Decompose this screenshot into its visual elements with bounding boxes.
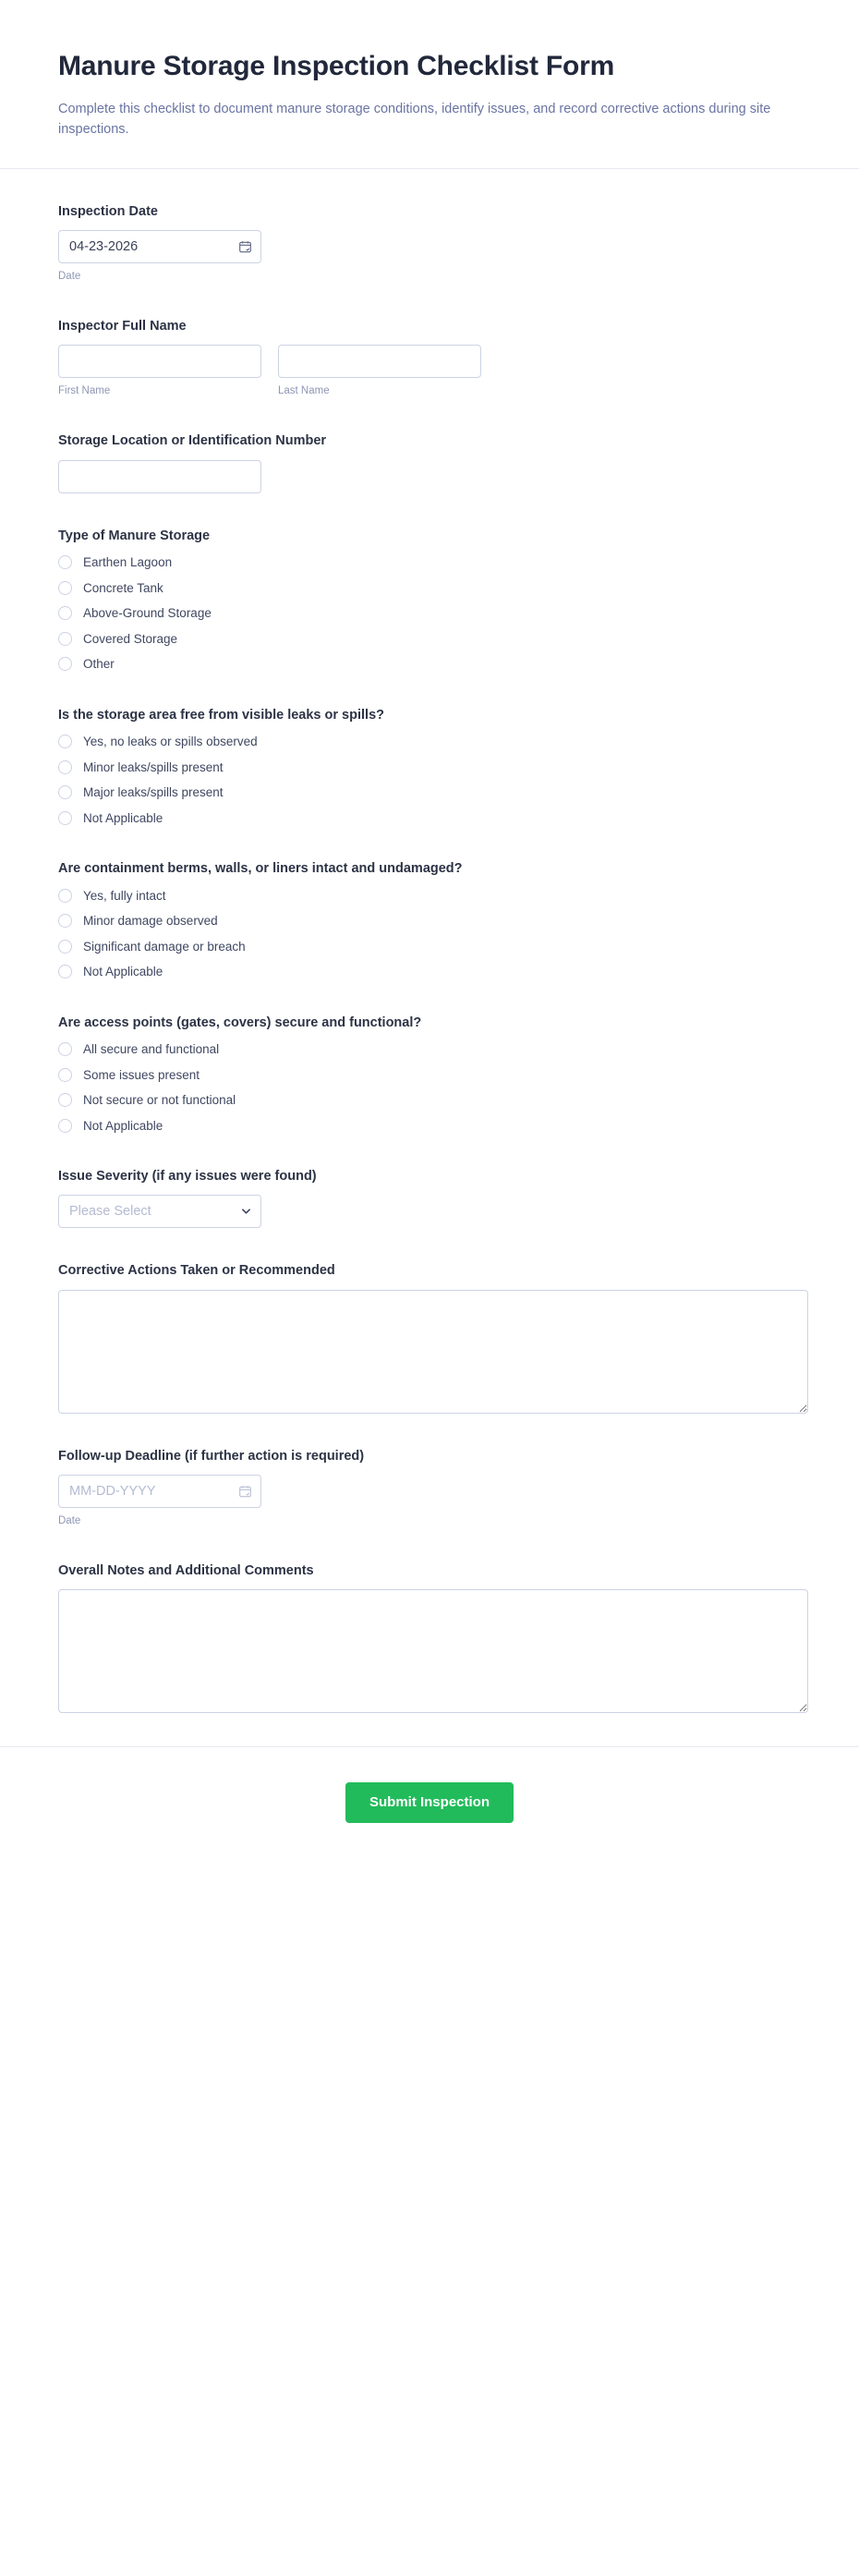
- radio-circle-icon[interactable]: [58, 735, 72, 748]
- page-title: Manure Storage Inspection Checklist Form: [58, 51, 615, 81]
- radio-option-label: Covered Storage: [83, 631, 178, 646]
- field-storage-type: [58, 527, 801, 673]
- form-body: [0, 169, 859, 1713]
- radio-option[interactable]: [58, 631, 801, 648]
- field-inspection-date: [58, 202, 801, 284]
- field-access-points: [58, 1014, 801, 1134]
- radio-circle-icon[interactable]: [58, 1093, 72, 1107]
- storage-type-radio-group: [58, 554, 801, 673]
- radio-circle-icon[interactable]: [58, 606, 72, 620]
- radio-option-label: Not Applicable: [83, 810, 163, 825]
- radio-circle-icon[interactable]: [58, 940, 72, 954]
- radio-option-label: Above-Ground Storage: [83, 606, 212, 621]
- submit-inspection-button[interactable]: Submit Inspection: [345, 1782, 514, 1823]
- radio-option-label: Major leaks/spills present: [83, 785, 224, 800]
- storage-location-input[interactable]: [58, 460, 261, 493]
- last-name-sublabel: Last Name: [278, 385, 330, 397]
- radio-option[interactable]: [58, 913, 801, 930]
- radio-option[interactable]: [58, 1041, 801, 1058]
- radio-option[interactable]: [58, 605, 801, 622]
- containment-label: Are containment berms, walls, or liners intact and undamaged?: [58, 861, 463, 877]
- radio-option[interactable]: [58, 1067, 801, 1084]
- inspector-name-row: [58, 345, 801, 398]
- field-leaks-spills: [58, 706, 801, 826]
- corrective-actions-label: Corrective Actions Taken or Recommended: [58, 1263, 335, 1279]
- form-header: [0, 0, 859, 168]
- radio-option[interactable]: [58, 939, 801, 955]
- form-subtitle: Complete this checklist to document manure storage conditions, identify issues, and record corrective actions during site inspections.: [58, 102, 771, 138]
- radio-option-label: Not Applicable: [83, 1118, 163, 1133]
- field-issue-severity: [58, 1167, 801, 1228]
- leaks-spills-label: Is the storage area free from visible leaks or spills?: [58, 707, 384, 723]
- radio-option-label: Not secure or not functional: [83, 1093, 236, 1108]
- inspection-date-label: Inspection Date: [58, 203, 158, 219]
- storage-type-label: Type of Manure Storage: [58, 528, 211, 543]
- radio-circle-icon[interactable]: [58, 914, 72, 928]
- issue-severity-label: Issue Severity (if any issues were found): [58, 1169, 317, 1185]
- leaks-spills-radio-group: [58, 734, 801, 826]
- radio-circle-icon[interactable]: [58, 965, 72, 978]
- first-name-input[interactable]: [58, 345, 261, 378]
- corrective-actions-textarea[interactable]: [58, 1290, 808, 1414]
- radio-circle-icon[interactable]: [58, 811, 72, 825]
- radio-option-label: All secure and functional: [83, 1042, 220, 1056]
- followup-deadline-sublabel: Date: [58, 1515, 81, 1527]
- radio-option[interactable]: [58, 759, 801, 776]
- followup-deadline-input[interactable]: [58, 1475, 261, 1508]
- field-storage-location: [58, 431, 801, 492]
- radio-circle-icon[interactable]: [58, 632, 72, 646]
- field-containment: [58, 859, 801, 979]
- radio-option[interactable]: [58, 1092, 801, 1109]
- radio-option-label: Earthen Lagoon: [83, 555, 173, 569]
- radio-circle-icon[interactable]: [58, 657, 72, 671]
- field-corrective-actions: [58, 1261, 801, 1413]
- radio-option-label: Some issues present: [83, 1067, 200, 1082]
- radio-option-label: Yes, no leaks or spills observed: [83, 735, 258, 749]
- radio-option-label: Other: [83, 657, 115, 672]
- inspection-date-wrap: [58, 230, 261, 263]
- radio-circle-icon[interactable]: [58, 760, 72, 774]
- radio-option-label: Concrete Tank: [83, 580, 163, 595]
- radio-option[interactable]: [58, 554, 801, 571]
- field-inspector-name: [58, 317, 801, 398]
- radio-circle-icon[interactable]: [58, 581, 72, 595]
- radio-option-label: Minor leaks/spills present: [83, 759, 224, 774]
- last-name-col: [278, 345, 481, 398]
- issue-severity-select[interactable]: Please Select: [58, 1195, 261, 1228]
- radio-circle-icon[interactable]: [58, 1068, 72, 1082]
- radio-circle-icon[interactable]: [58, 889, 72, 903]
- inspector-name-label: Inspector Full Name: [58, 319, 187, 334]
- issue-severity-select-wrap[interactable]: [58, 1195, 261, 1228]
- radio-circle-icon[interactable]: [58, 1119, 72, 1133]
- radio-option-label: Significant damage or breach: [83, 939, 246, 954]
- radio-option[interactable]: [58, 734, 801, 750]
- radio-circle-icon[interactable]: [58, 555, 72, 569]
- overall-notes-textarea[interactable]: [58, 1589, 808, 1713]
- radio-option[interactable]: [58, 580, 801, 597]
- radio-option[interactable]: [58, 1118, 801, 1135]
- followup-deadline-label: Follow-up Deadline (if further action is required): [58, 1448, 365, 1464]
- containment-radio-group: [58, 888, 801, 980]
- form-footer: [0, 1747, 859, 1865]
- storage-location-label: Storage Location or Identification Number: [58, 433, 327, 449]
- radio-circle-icon[interactable]: [58, 785, 72, 799]
- inspection-date-sublabel: Date: [58, 271, 81, 283]
- access-points-label: Are access points (gates, covers) secure and functional?: [58, 1015, 422, 1030]
- field-followup-deadline: [58, 1447, 801, 1528]
- radio-option[interactable]: [58, 656, 801, 673]
- followup-deadline-wrap: [58, 1475, 261, 1508]
- first-name-sublabel: First Name: [58, 385, 111, 397]
- radio-option-label: Yes, fully intact: [83, 888, 166, 903]
- radio-option[interactable]: [58, 888, 801, 905]
- radio-circle-icon[interactable]: [58, 1042, 72, 1056]
- inspection-date-input[interactable]: [58, 230, 261, 263]
- field-overall-notes: [58, 1561, 801, 1713]
- radio-option[interactable]: [58, 964, 801, 980]
- radio-option-label: Minor damage observed: [83, 914, 218, 929]
- radio-option[interactable]: [58, 784, 801, 801]
- first-name-col: [58, 345, 261, 398]
- access-points-radio-group: [58, 1041, 801, 1134]
- overall-notes-label: Overall Notes and Additional Comments: [58, 1563, 314, 1579]
- radio-option-label: Not Applicable: [83, 965, 163, 979]
- radio-option[interactable]: [58, 810, 801, 827]
- last-name-input[interactable]: [278, 345, 481, 378]
